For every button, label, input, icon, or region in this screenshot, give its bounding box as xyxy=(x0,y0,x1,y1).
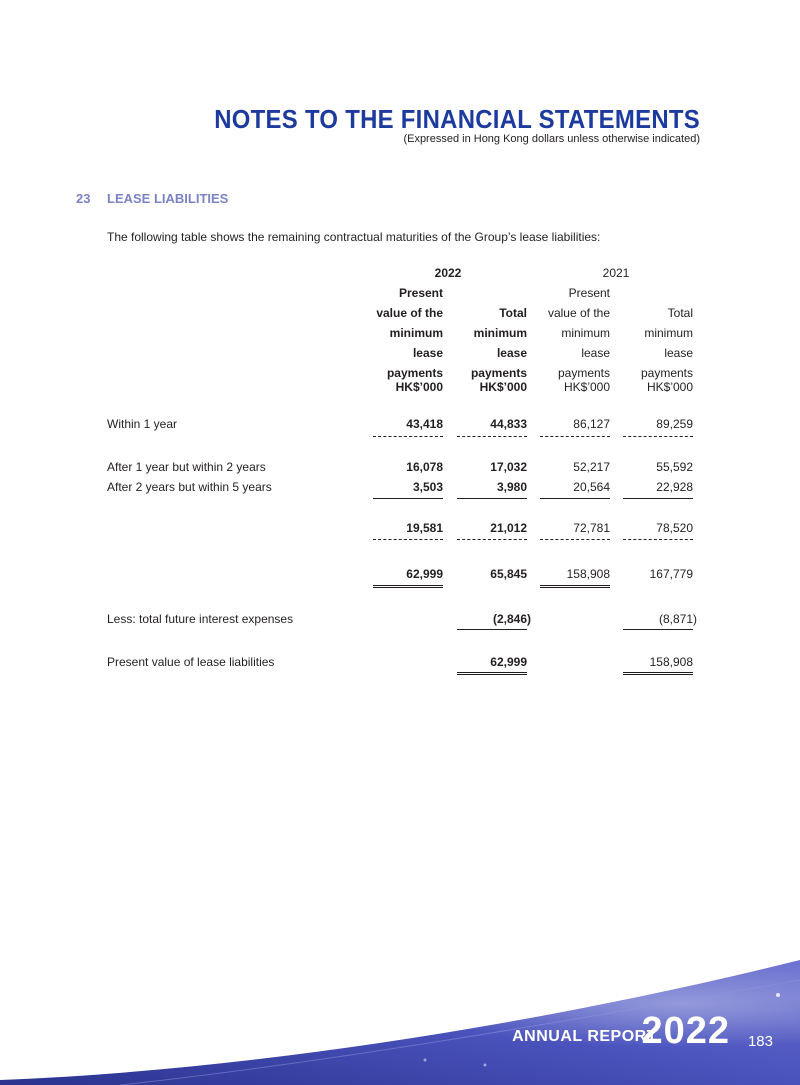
dashed-rule xyxy=(373,539,443,540)
year-header-2022: 2022 xyxy=(434,266,462,280)
page-number: 183 xyxy=(747,1033,773,1050)
cell: 16,078 xyxy=(406,460,443,474)
total-cell: 65,845 xyxy=(490,567,527,581)
col-header-line: Present xyxy=(398,286,443,300)
col-header-line: payments xyxy=(640,366,693,380)
double-rule xyxy=(540,585,610,588)
col-header-line: Present xyxy=(568,286,610,300)
col-header-line: minimum xyxy=(644,326,693,340)
col-header-line: Total xyxy=(499,306,527,320)
dashed-rule xyxy=(540,436,610,437)
subtotal-cell: 19,581 xyxy=(406,521,443,535)
subtotal-cell: 72,781 xyxy=(573,521,610,535)
dashed-rule xyxy=(623,436,693,437)
col-header-line: minimum xyxy=(473,326,527,340)
row-label-within-1-year: Within 1 year xyxy=(107,417,178,431)
solid-rule xyxy=(540,498,610,499)
cell: 52,217 xyxy=(573,460,610,474)
total-cell: 158,908 xyxy=(566,567,610,581)
total-cell: 167,779 xyxy=(649,567,693,581)
cell: 3,503 xyxy=(412,480,443,494)
double-rule xyxy=(373,585,443,588)
dashed-rule xyxy=(540,539,610,540)
double-rule xyxy=(457,672,527,675)
total-cell: 62,999 xyxy=(406,567,443,581)
solid-rule xyxy=(457,629,527,630)
solid-rule xyxy=(457,498,527,499)
col-header-line: value of the xyxy=(547,306,610,320)
cell: 86,127 xyxy=(573,417,610,431)
double-rule xyxy=(623,672,693,675)
col-header-line: payments xyxy=(470,366,527,380)
solid-rule xyxy=(373,498,443,499)
row-label-2-to-5-years: After 2 years but within 5 years xyxy=(107,480,272,494)
row-label-present-value: Present value of lease liabilities xyxy=(107,655,275,669)
cell: (8,871) xyxy=(658,612,697,626)
col-header-line: payments xyxy=(386,366,443,380)
col-header-line: lease xyxy=(412,346,443,360)
col-header-line: payments xyxy=(557,366,610,380)
section-intro: The following table shows the remaining contractual maturities of the Group’s lease liabilities: xyxy=(107,230,601,244)
subtotal-cell: 78,520 xyxy=(656,521,693,535)
cell: 17,032 xyxy=(490,460,527,474)
section-number: 23 xyxy=(76,191,91,206)
col-header-line: Total xyxy=(667,306,693,320)
col-header-line: HK$’000 xyxy=(479,380,527,394)
cell: 3,980 xyxy=(496,480,527,494)
dashed-rule xyxy=(373,436,443,437)
row-label-1-to-2-years: After 1 year but within 2 years xyxy=(107,460,266,474)
row-label-less-interest: Less: total future interest expenses xyxy=(107,612,294,626)
cell: 44,833 xyxy=(490,417,527,431)
cell: 89,259 xyxy=(656,417,693,431)
col-header-line: lease xyxy=(581,346,610,360)
cell: 62,999 xyxy=(490,655,527,669)
subtotal-cell: 21,012 xyxy=(490,521,527,535)
col-header-line: HK$’000 xyxy=(395,380,443,394)
page-title: NOTES TO THE FINANCIAL STATEMENTS xyxy=(214,104,700,134)
section-title: LEASE LIABILITIES xyxy=(107,191,229,206)
cell: 43,418 xyxy=(406,417,443,431)
cell: 20,564 xyxy=(573,480,610,494)
dashed-rule xyxy=(457,436,527,437)
solid-rule xyxy=(623,629,693,630)
col-header-line: minimum xyxy=(561,326,610,340)
cell: 55,592 xyxy=(656,460,693,474)
footer-year: 2022 xyxy=(641,1010,730,1052)
cell: (2,846) xyxy=(492,612,531,626)
col-header-line: lease xyxy=(496,346,527,360)
page-subtitle: (Expressed in Hong Kong dollars unless otherwise indicated) xyxy=(403,133,700,145)
col-header-line: HK$’000 xyxy=(646,380,693,394)
col-header-line: minimum xyxy=(389,326,443,340)
solid-rule xyxy=(623,498,693,499)
col-header-line: value of the xyxy=(376,306,443,320)
year-header-2021: 2021 xyxy=(602,266,630,280)
dashed-rule xyxy=(457,539,527,540)
footer-report-label: ANNUAL REPORT xyxy=(512,1028,657,1045)
col-header-line: lease xyxy=(664,346,693,360)
dashed-rule xyxy=(623,539,693,540)
cell: 22,928 xyxy=(656,480,693,494)
cell: 158,908 xyxy=(649,655,693,669)
col-header-line: HK$’000 xyxy=(563,380,610,394)
